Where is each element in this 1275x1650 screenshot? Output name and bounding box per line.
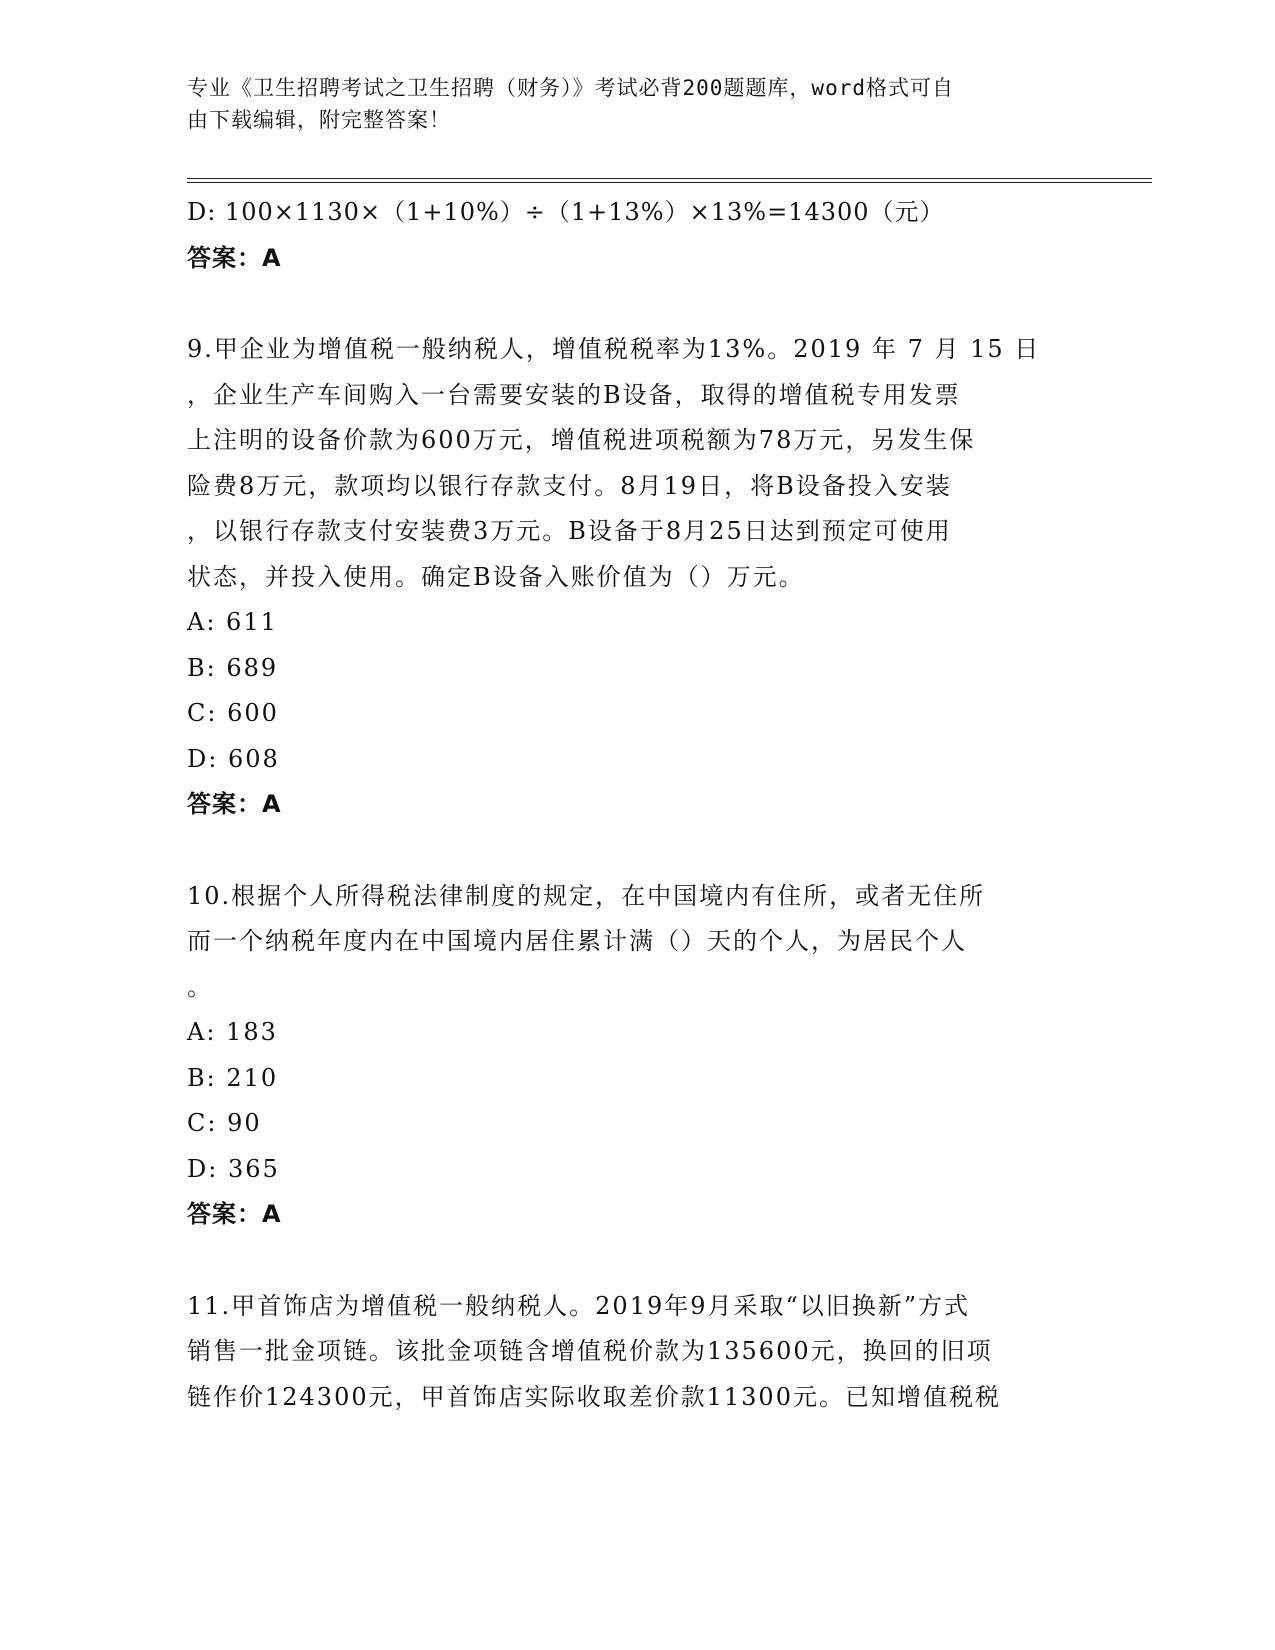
prev-answer: 答案：A (187, 243, 282, 272)
question-line: 状态，并投入使用。确定B设备入账价值为（）万元。 (187, 562, 805, 591)
option-c: C: 600 (187, 699, 279, 727)
question-line: ，以银行存款支付安装费3万元。B设备于8月25日达到预定可使用 (187, 517, 952, 545)
answer: 答案：A (187, 790, 282, 818)
option-a: A: 183 (187, 1018, 278, 1046)
option-b: B: 210 (187, 1063, 279, 1092)
header-line-2: 由下载编辑，附完整答案！ (187, 108, 451, 132)
question-11 (187, 1284, 1077, 1421)
question-line: ，企业生产车间购入一台需要安装的B设备，取得的增值税专用发票 (187, 380, 961, 409)
question-9 (187, 327, 1077, 828)
option-d: D: 365 (187, 1154, 280, 1183)
question-line: 销售一批金项链。该批金项链含增值税价款为135600元，换回的旧项 (187, 1337, 993, 1365)
header-line-1: 专业《卫生招聘考试之卫生招聘（财务）》考试必背200题题库，word格式可自 (187, 76, 954, 100)
question-line: 11.甲首饰店为增值税一般纳税人。2019年9月采取“以旧换新”方式 (187, 1291, 971, 1320)
answer: 答案：A (187, 1200, 282, 1228)
header-divider-top (187, 178, 1152, 179)
question-line: 上注明的设备价款为600万元，增值税进项税额为78万元，另发生保 (187, 426, 976, 454)
question-10 (187, 874, 1077, 1238)
question-line: 链作价124300元，甲首饰店实际收取差价款11300元。已知增值税税 (187, 1382, 1001, 1411)
option-b: B: 689 (187, 653, 279, 682)
page-header (187, 72, 1067, 136)
document-body (187, 190, 1077, 1420)
question-line: 10.根据个人所得税法律制度的规定，在中国境内有住所，或者无住所 (187, 881, 986, 910)
question-line: 而一个纳税年度内在中国境内居住累计满（）天的个人，为居民个人 (187, 927, 967, 955)
prev-option-d: D: 100×1130×（1+10%）÷（1+13%）×13%=14300（元） (187, 198, 945, 226)
question-line: 险费8万元，款项均以银行存款支付。8月19日，将B设备投入安装 (187, 471, 952, 500)
option-d: D: 608 (187, 744, 280, 773)
question-line: 9.甲企业为增值税一般纳税人，增值税税率为13%。2019 年 7 月 15 日 (187, 335, 1041, 363)
option-c: C: 90 (187, 1109, 262, 1137)
option-a: A: 611 (187, 608, 278, 636)
header-divider-bottom (187, 182, 1152, 183)
question-line: 。 (187, 972, 213, 1001)
